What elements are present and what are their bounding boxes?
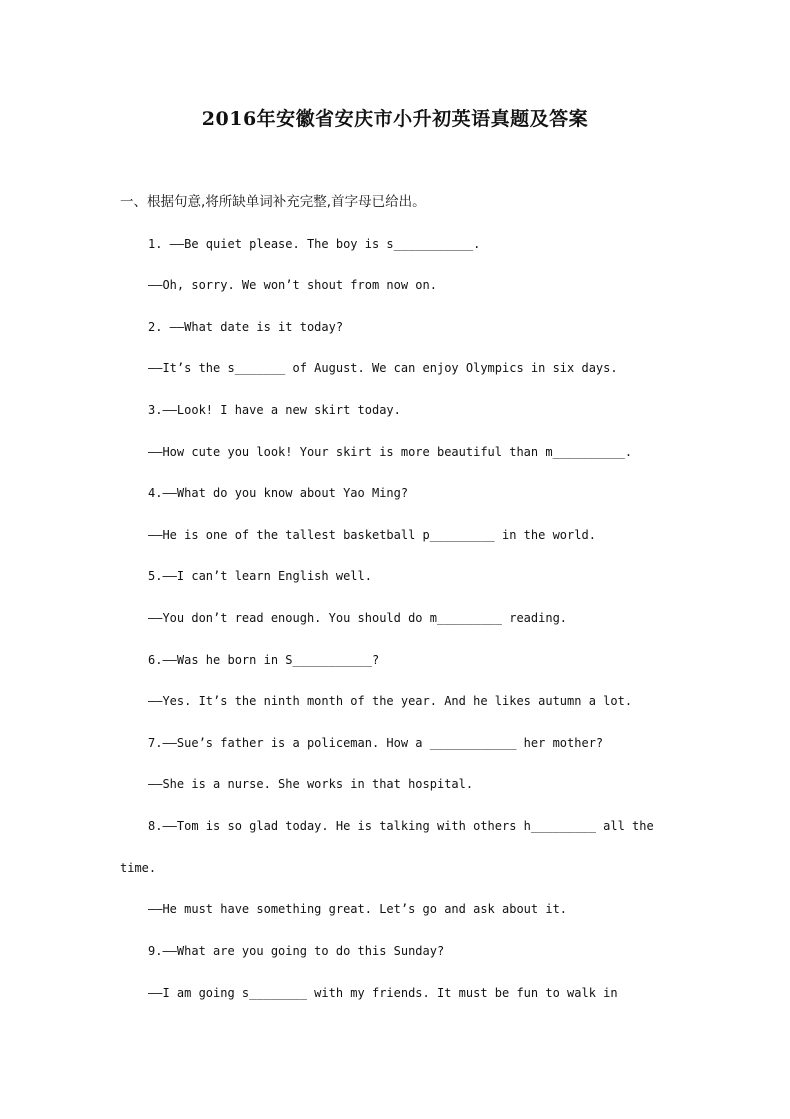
question-2: 2. ——What date is it today?: [148, 320, 344, 334]
question-8-continuation: time.: [120, 861, 157, 875]
answer-9: ——I am going s________ with my friends. It must be fun to walk in: [148, 986, 618, 1000]
answer-2: ——It’s the s_______ of August. We can enjoy Olympics in six days.: [148, 361, 618, 375]
answer-8: ——He must have something great. Let’s go and ask about it.: [148, 902, 568, 916]
question-3: 3.——Look! I have a new skirt today.: [148, 403, 401, 417]
answer-1: ——Oh, sorry. We won’t shout from now on.: [148, 278, 437, 292]
answer-4: ——He is one of the tallest basketball p_________ in the world.: [148, 528, 596, 542]
answer-5: ——You don’t read enough. You should do m_________ reading.: [148, 611, 568, 625]
question-9: 9.——What are you going to do this Sunday?: [148, 944, 445, 958]
answer-3: ——How cute you look! Your skirt is more beautiful than m__________.: [148, 445, 633, 459]
question-8: 8.——Tom is so glad today. He is talking with others h_________ all the: [148, 819, 654, 833]
section-heading: 一、根据句意,将所缺单词补充完整,首字母已给出。: [120, 194, 426, 210]
question-1: 1. ——Be quiet please. The boy is s___________.: [148, 237, 481, 251]
answer-7: ——She is a nurse. She works in that hospital.: [148, 777, 474, 791]
question-4: 4.——What do you know about Yao Ming?: [148, 486, 409, 500]
question-6: 6.——Was he born in S___________?: [148, 653, 380, 667]
page-title: 2016年安徽省安庆市小升初英语真题及答案: [201, 108, 589, 130]
answer-6: ——Yes. It’s the ninth month of the year. And he likes autumn a lot.: [148, 694, 633, 708]
question-5: 5.——I can’t learn English well.: [148, 569, 372, 583]
question-7: 7.——Sue’s father is a policeman. How a ____________ her mother?: [148, 736, 604, 750]
